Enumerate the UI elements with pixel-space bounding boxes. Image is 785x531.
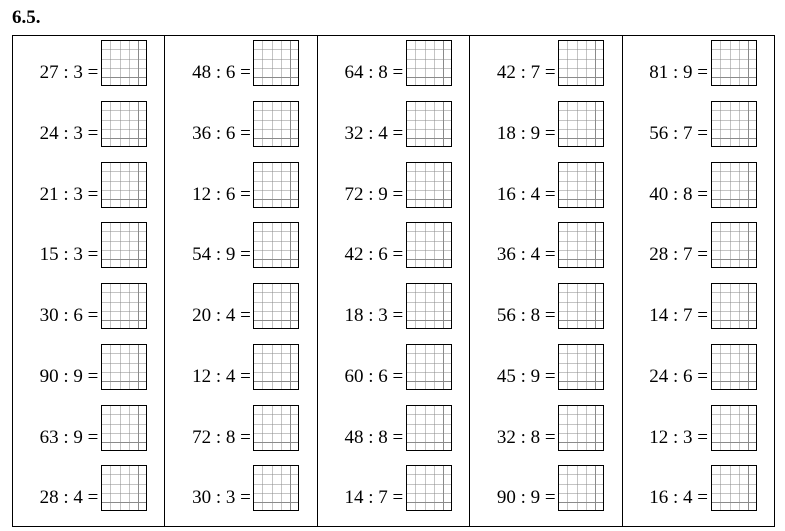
division-expression: 15 : 3 =: [39, 244, 99, 266]
answer-grid-box[interactable]: [711, 344, 757, 390]
division-expression: 60 : 6 =: [344, 365, 404, 387]
division-problem: [13, 40, 164, 101]
division-expression: 48 : 6 =: [192, 62, 251, 83]
division-expression: 30 : 3 =: [192, 487, 251, 509]
answer-grid-box[interactable]: [558, 101, 604, 147]
division-expression: 16 : 4 =: [649, 487, 709, 509]
division-expression: 28 : 4 =: [39, 487, 99, 509]
division-problem: [13, 344, 164, 405]
exercise-number: 6.5.: [12, 7, 41, 28]
division-expression: 28 : 7 =: [649, 244, 709, 266]
division-problem: [623, 344, 774, 405]
division-expression: 14 : 7 =: [344, 487, 404, 509]
division-problem: [13, 465, 164, 526]
answer-grid-box[interactable]: [406, 162, 452, 208]
answer-grid-box[interactable]: [711, 222, 757, 268]
division-problem: [623, 465, 774, 526]
answer-grid-box[interactable]: [711, 405, 757, 451]
answer-grid-box[interactable]: [558, 465, 604, 511]
answer-grid-box[interactable]: [558, 162, 604, 208]
division-expression: 81 : 9 =: [649, 62, 709, 83]
answer-grid-box[interactable]: [101, 283, 147, 329]
answer-grid-box[interactable]: [558, 405, 604, 451]
division-expression: 56 : 8 =: [496, 305, 556, 326]
division-problem: [318, 40, 469, 101]
division-problem: [470, 465, 621, 526]
division-problem: [623, 405, 774, 466]
division-problem: [13, 283, 164, 344]
division-problem: [470, 222, 621, 283]
division-expression: 54 : 9 =: [192, 244, 251, 266]
exercise-column: [623, 36, 774, 526]
division-expression: 90 : 9 =: [39, 365, 99, 387]
exercise-column: [470, 36, 622, 526]
division-problem: [165, 222, 316, 283]
division-expression: 56 : 7 =: [649, 122, 709, 144]
division-expression: 72 : 8 =: [192, 426, 251, 448]
division-expression: 36 : 4 =: [496, 244, 556, 266]
division-expression: 12 : 4 =: [192, 365, 251, 387]
division-problem: [165, 405, 316, 466]
division-expression: 20 : 4 =: [192, 305, 251, 326]
answer-grid-box[interactable]: [101, 40, 147, 86]
answer-grid-box[interactable]: [711, 162, 757, 208]
division-problem: [13, 222, 164, 283]
answer-grid-box[interactable]: [253, 101, 299, 147]
division-expression: 64 : 8 =: [344, 62, 404, 83]
answer-grid-box[interactable]: [253, 405, 299, 451]
answer-grid-box[interactable]: [101, 101, 147, 147]
division-expression: 16 : 4 =: [496, 183, 556, 205]
division-problem: [470, 101, 621, 162]
answer-grid-box[interactable]: [253, 465, 299, 511]
division-problem: [318, 101, 469, 162]
division-problem: [470, 40, 621, 101]
answer-grid-box[interactable]: [253, 162, 299, 208]
division-problem: [318, 344, 469, 405]
division-problem: [623, 222, 774, 283]
division-expression: 32 : 8 =: [496, 426, 556, 448]
division-expression: 12 : 3 =: [649, 426, 709, 448]
division-problem: [13, 162, 164, 223]
division-expression: 42 : 7 =: [496, 62, 556, 83]
division-problem: [318, 162, 469, 223]
answer-grid-box[interactable]: [101, 222, 147, 268]
answer-grid-box[interactable]: [406, 222, 452, 268]
answer-grid-box[interactable]: [101, 465, 147, 511]
division-expression: 14 : 7 =: [649, 305, 709, 326]
exercise-column: [165, 36, 317, 526]
answer-grid-box[interactable]: [406, 405, 452, 451]
answer-grid-box[interactable]: [253, 344, 299, 390]
answer-grid-box[interactable]: [101, 405, 147, 451]
division-problem: [470, 283, 621, 344]
division-problem: [318, 283, 469, 344]
division-problem: [13, 405, 164, 466]
answer-grid-box[interactable]: [101, 162, 147, 208]
division-problem: [623, 162, 774, 223]
division-expression: 40 : 8 =: [649, 183, 709, 205]
division-problem: [470, 162, 621, 223]
division-problem: [470, 344, 621, 405]
exercise-column: [13, 36, 165, 526]
answer-grid-box[interactable]: [711, 465, 757, 511]
division-problem: [13, 101, 164, 162]
answer-grid-box[interactable]: [253, 40, 299, 86]
division-expression: 12 : 6 =: [192, 183, 251, 205]
answer-grid-box[interactable]: [253, 283, 299, 329]
division-expression: 24 : 6 =: [649, 365, 709, 387]
answer-grid-box[interactable]: [101, 344, 147, 390]
division-expression: 90 : 9 =: [496, 487, 556, 509]
answer-grid-box[interactable]: [406, 283, 452, 329]
division-expression: 18 : 9 =: [496, 122, 556, 144]
division-problem: [165, 344, 316, 405]
division-expression: 27 : 3 =: [39, 62, 99, 83]
division-expression: 30 : 6 =: [39, 305, 99, 326]
division-expression: 24 : 3 =: [39, 122, 99, 144]
division-problem: [318, 465, 469, 526]
division-expression: 42 : 6 =: [344, 244, 404, 266]
division-expression: 32 : 4 =: [344, 122, 404, 144]
answer-grid-box[interactable]: [406, 465, 452, 511]
division-expression: 72 : 9 =: [344, 183, 404, 205]
exercise-column: [318, 36, 470, 526]
division-problem: [165, 101, 316, 162]
answer-grid-box[interactable]: [711, 40, 757, 86]
division-problem: [623, 101, 774, 162]
division-problem: [165, 283, 316, 344]
answer-grid-box[interactable]: [558, 344, 604, 390]
division-expression: 36 : 6 =: [192, 122, 251, 144]
division-expression: 45 : 9 =: [496, 365, 556, 387]
answer-grid-box[interactable]: [558, 40, 604, 86]
answer-grid-box[interactable]: [406, 40, 452, 86]
answer-grid-box[interactable]: [253, 222, 299, 268]
answer-grid-box[interactable]: [558, 283, 604, 329]
division-problem: [470, 405, 621, 466]
answer-grid-box[interactable]: [406, 344, 452, 390]
division-problem: [623, 40, 774, 101]
division-expression: 48 : 8 =: [344, 426, 404, 448]
division-expression: 18 : 3 =: [344, 305, 404, 326]
answer-grid-box[interactable]: [711, 283, 757, 329]
division-problem: [165, 162, 316, 223]
answer-grid-box[interactable]: [558, 222, 604, 268]
division-problem: [623, 283, 774, 344]
division-expression: 21 : 3 =: [39, 183, 99, 205]
exercise-table: [12, 35, 775, 527]
answer-grid-box[interactable]: [711, 101, 757, 147]
answer-grid-box[interactable]: [406, 101, 452, 147]
division-problem: [318, 405, 469, 466]
division-expression: 63 : 9 =: [39, 426, 99, 448]
division-problem: [318, 222, 469, 283]
division-problem: [165, 465, 316, 526]
division-problem: [165, 40, 316, 101]
